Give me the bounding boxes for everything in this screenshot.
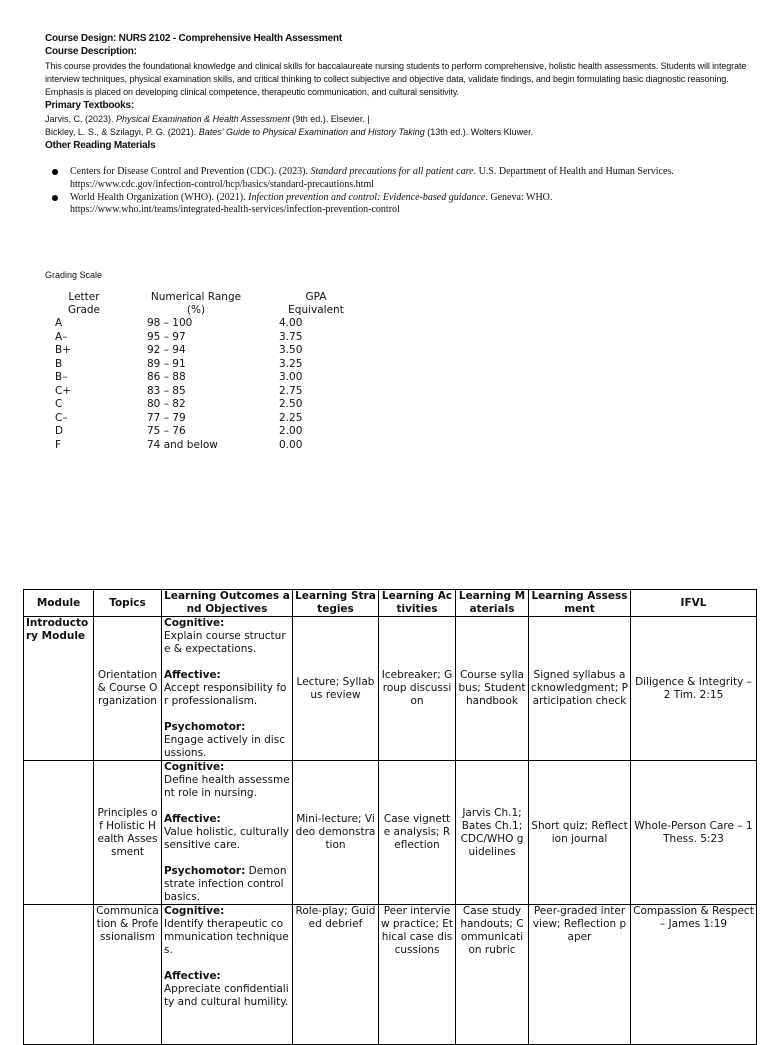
reading-url[interactable]: https://www.who.int/teams/integrated-health-services/infection-prevention-control <box>70 204 400 215</box>
module-cell: Introductory Module <box>24 617 94 761</box>
grade-range: 83 – 85 <box>147 384 186 397</box>
ifvl-cell: Diligence & Integrity – 2 Tim. 2:15 <box>631 617 757 761</box>
grade-gpa: 3.00 <box>279 371 303 383</box>
header-activities: Learning Activities <box>379 590 456 617</box>
header-strategies: Learning Strategies <box>293 590 379 617</box>
grade-range: 89 – 91 <box>147 357 186 370</box>
grade-gpa: 2.50 <box>279 398 303 410</box>
assessment-cell: Signed syllabus acknowledgment; Participation check <box>529 617 631 761</box>
grade-range: 95 – 97 <box>147 330 186 343</box>
grade-gpa: 2.00 <box>279 425 303 437</box>
grade-gpa: 3.25 <box>279 357 303 370</box>
assessment-cell: Peer-graded interview; Reflection paper <box>529 905 631 1045</box>
grade-row <box>0 358 400 372</box>
textbook-entry: Bickley, L. S., & Szilagyi, P. G. (2021). Bates' Guide to Physical Examination and History Taking (13th ed.). Wolters Kluwer. <box>45 127 534 137</box>
grade-letter: C <box>55 398 63 410</box>
grade-gpa: 0.00 <box>279 438 303 451</box>
topic-cell: Communication & Professionalism <box>94 905 162 1045</box>
grade-header-letter: Letter Grade <box>67 291 100 316</box>
header-module: Module <box>24 590 94 617</box>
grade-letter: A <box>55 317 63 329</box>
grade-range: 74 and below <box>147 438 218 451</box>
header-ifvl: IFVL <box>631 590 757 617</box>
assessment-cell: Short quiz; Reflection journal <box>529 761 631 905</box>
grade-letter: B+ <box>55 344 72 356</box>
table-header-row <box>24 590 757 617</box>
strategies-cell: Lecture; Syllabus review <box>293 617 379 761</box>
grade-gpa: 2.25 <box>279 411 303 424</box>
other-reading-label: Other Reading Materials <box>45 140 156 151</box>
table-row <box>24 617 757 761</box>
grade-letter: C– <box>55 411 68 424</box>
grade-gpa: 4.00 <box>279 317 303 329</box>
grading-scale-label: Grading Scale <box>45 270 103 280</box>
curriculum-table <box>23 589 757 1045</box>
outcomes-cell: Cognitive: Explain course structure & expectations. Affective: Accept responsibility for professionalism. Psychomotor: Engage actively in discussions. <box>162 617 293 761</box>
materials-cell: Case study handouts; Communication rubric <box>456 905 529 1045</box>
grade-letter: C+ <box>55 384 72 397</box>
outcomes-cell: Cognitive: Identify therapeutic communication techniques. Affective: Appreciate confidentiality and cultural humility. <box>162 905 293 1045</box>
grade-gpa: 2.75 <box>279 384 303 397</box>
reading-url[interactable]: https://www.cdc.gov/infection-control/hcp/basics/standard-precautions.html <box>70 178 374 190</box>
reading-list-item: Centers for Disease Control and Prevention (CDC). (2023). Standard precautions for all patient care. U.S. Department of Health and Human Services. https://www.cdc.gov/infection-control/hcp/basics/standard-precautions.html <box>52 166 752 191</box>
course-description-label: Course Description: <box>45 46 137 57</box>
grade-letter: D <box>55 425 64 437</box>
header-outcomes: Learning Outcomes and Objectives <box>162 590 293 617</box>
bullet-icon <box>52 169 58 175</box>
grade-gpa: 3.75 <box>279 330 303 343</box>
grade-row <box>0 331 400 345</box>
other-reading-list <box>52 166 752 217</box>
grade-header-range: Numerical Range (%) <box>150 291 242 316</box>
ifvl-cell: Whole-Person Care – 1 Thess. 5:23 <box>631 761 757 905</box>
strategies-cell: Mini-lecture; Video demonstration <box>293 761 379 905</box>
grade-range: 77 – 79 <box>147 411 186 424</box>
topic-cell: Orientation & Course Organization <box>94 617 162 761</box>
module-cell <box>24 761 94 905</box>
grade-row <box>0 412 400 426</box>
bullet-icon <box>52 195 58 201</box>
activities-cell: Icebreaker; Group discussion <box>379 617 456 761</box>
primary-textbooks-label: Primary Textbooks: <box>45 100 135 111</box>
outcomes-cell: Cognitive: Define health assessment role in nursing. Affective: Value holistic, culturally sensitive care. Psychomotor: Demonstrate infection control basics. <box>162 761 293 905</box>
grade-range: 98 – 100 <box>147 317 193 329</box>
grade-row <box>0 439 400 453</box>
grade-header-gpa: GPA Equivalent <box>288 291 344 316</box>
activities-cell: Case vignette analysis; Reflection <box>379 761 456 905</box>
strategies-cell: Role-play; Guided debrief <box>293 905 379 1045</box>
reading-list-item: World Health Organization (WHO). (2021). Infection prevention and control: Evidence-based guidance. Geneva: WHO. https://www.who.int/teams/integrated-health-services/infection-prevention-control <box>52 192 752 217</box>
grade-range: 86 – 88 <box>147 371 186 383</box>
header-materials: Learning Materials <box>456 590 529 617</box>
materials-cell: Course syllabus; Student handbook <box>456 617 529 761</box>
grade-row <box>0 344 400 358</box>
header-assessment: Learning Assessment <box>529 590 631 617</box>
course-description: This course provides the foundational knowledge and clinical skills for baccalaureate nursing students to perform comprehensive, holistic health assessments. Students will integrate interview techniques, physical examination skills, and critical thinking to collect subjective and objective data, validate findings, and begin formulating basic diagnostic reasoning. Emphasis is placed on developing clinical competence, therapeutic communication, and cultural sensitivity. <box>45 61 747 97</box>
materials-cell: Jarvis Ch.1; Bates Ch.1; CDC/WHO guidelines <box>456 761 529 905</box>
grade-letter: F <box>55 438 62 451</box>
textbook-entry: Jarvis, C. (2023). Physical Examination & Health Assessment (9th ed.). Elsevier. | <box>45 114 370 124</box>
topic-cell: Principles of Holistic Health Assessment <box>94 761 162 905</box>
grade-letter: B <box>55 357 63 370</box>
grade-range: 92 – 94 <box>147 344 186 356</box>
activities-cell: Peer interview practice; Ethical case discussions <box>379 905 456 1045</box>
grade-row <box>0 425 400 439</box>
grade-range: 80 – 82 <box>147 398 186 410</box>
grade-row <box>0 317 400 331</box>
grade-row <box>0 398 400 412</box>
grade-letter: A– <box>55 330 68 343</box>
grade-row <box>0 385 400 399</box>
table-row <box>24 761 757 905</box>
grade-gpa: 3.50 <box>279 344 303 356</box>
grade-row <box>0 371 400 385</box>
header-topics: Topics <box>94 590 162 617</box>
grade-range: 75 – 76 <box>147 425 186 437</box>
course-title: Course Design: NURS 2102 - Comprehensive Health Assessment <box>45 33 343 44</box>
grade-letter: B– <box>55 371 68 383</box>
ifvl-cell: Compassion & Respect – James 1:19 <box>631 905 757 1045</box>
